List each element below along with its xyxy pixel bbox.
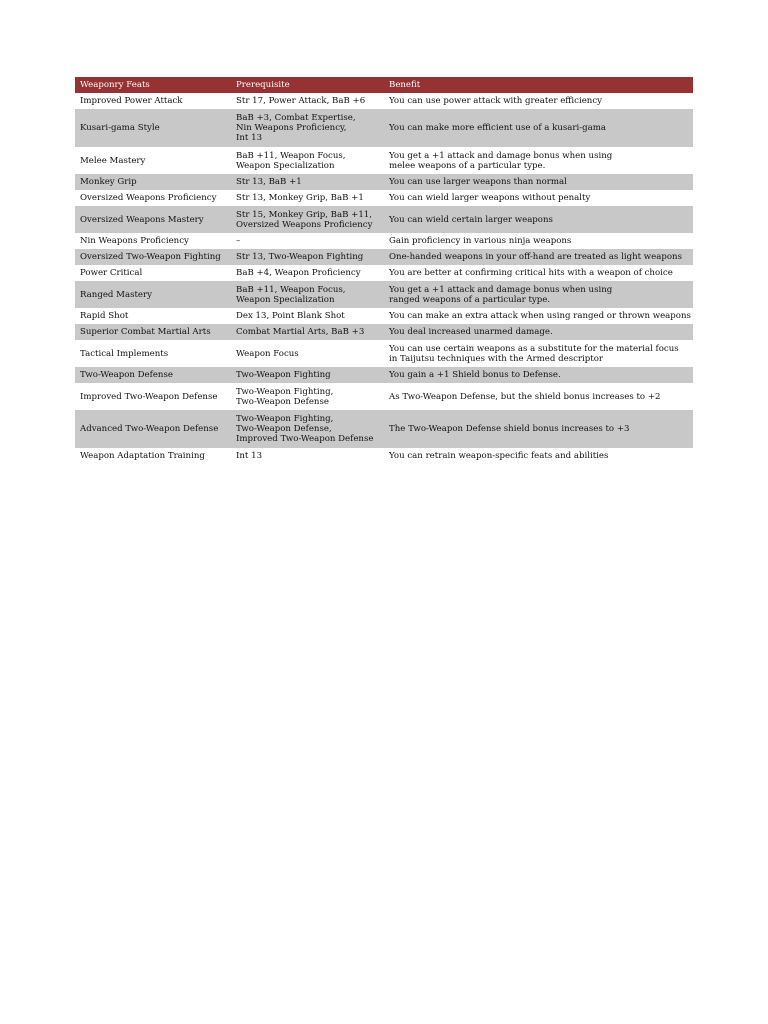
prerequisite-cell [231,410,384,448]
benefit-line: As Two-Weapon Defense, but the shield bonus increases to +2 [389,391,661,402]
benefit-cell [384,448,693,464]
prerequisite-line: Two-Weapon Fighting [236,370,331,380]
benefit-cell [384,383,693,410]
prerequisite-line: Str 17, Power Attack, BaB +6 [236,96,366,106]
table-row [75,190,693,206]
benefit-cell [384,324,693,340]
prerequisite-cell [231,93,384,109]
feat-name-cell: Weapon Adaptation Training [80,451,205,461]
header-row [75,77,693,93]
prerequisite-cell [231,265,384,281]
prerequisite-line: Two-Weapon Defense [236,396,329,407]
feat-name-cell: Oversized Weapons Proficiency [80,193,217,203]
feat-name-cell: Tactical Implements [80,348,169,359]
benefit-cell [384,281,693,308]
benefit-cell [384,147,693,174]
header-weaponry-feats: Weaponry Feats [75,77,231,93]
feat-name-cell: Superior Combat Martial Arts [75,324,231,340]
benefit-cell [384,109,693,147]
prerequisite-cell [231,281,384,308]
table-row [75,147,693,174]
benefit-line: Gain proficiency in various ninja weapons [389,236,572,246]
feat-name-cell: Melee Mastery [80,155,146,166]
feat-name-cell: Oversized Two-Weapon Fighting [75,249,231,265]
prerequisite-line: BaB +11, Weapon Focus, [236,284,346,295]
table-row [75,174,693,190]
benefit-line: You get a +1 attack and damage bonus when using [389,284,613,295]
benefit-line: You can wield larger weapons without penalty [389,193,591,203]
prerequisite-line: BaB +4, Weapon Proficiency [236,268,361,278]
benefit-cell [384,174,693,190]
prerequisite-cell [231,174,384,190]
prerequisite-line: Improved Two-Weapon Defense [236,434,374,444]
prerequisite-line: Weapon Specialization [236,160,335,171]
feat-name-cell: Improved Power Attack [80,96,183,106]
table-row [75,93,693,109]
feat-name-cell: Ranged Mastery [75,281,231,308]
feat-name-cell: Power Critical [80,268,143,278]
benefit-line: You can retrain weapon-specific feats and abilities [389,451,609,461]
header-prerequisite: Prerequisite [231,77,384,93]
prerequisite-line: Dex 13, Point Blank Shot [236,311,345,321]
prerequisite-cell [231,190,384,206]
benefit-line: in Taijutsu techniques with the Armed descriptor [389,353,604,364]
benefit-cell [384,249,693,265]
prerequisite-line: Two-Weapon Fighting, [236,386,334,397]
weaponry-feats-table [75,77,693,464]
prerequisite-cell [231,324,384,340]
table-header [75,77,693,93]
feat-name-cell: Rapid Shot [80,311,129,321]
table-row [75,249,693,265]
prerequisite-line: Weapon Focus [236,348,299,359]
benefit-line: You are better at confirming critical hits with a weapon of choice [389,268,673,278]
benefit-line: ranged weapons of a particular type. [389,294,551,305]
table-body [75,93,693,464]
benefit-cell [384,308,693,324]
prerequisite-cell [231,340,384,367]
prerequisite-line: Str 13, Monkey Grip, BaB +1 [236,193,364,203]
benefit-line: You gain a +1 Shield bonus to Defense. [389,370,561,380]
prerequisite-line: Weapon Specialization [236,294,335,305]
prerequisite-cell [231,308,384,324]
prerequisite-line: Nin Weapons Proficiency, [236,123,347,133]
table-row [75,448,693,464]
benefit-cell [384,340,693,367]
benefit-line: You can make more efficient use of a kusari-gama [389,123,607,133]
table-row [75,233,693,249]
prerequisite-cell [231,448,384,464]
prerequisite-line: Combat Martial Arts, BaB +3 [236,327,365,337]
benefit-line: You get a +1 attack and damage bonus when using [389,150,613,161]
benefit-line: You can use larger weapons than normal [389,177,567,187]
benefit-line: You deal increased unarmed damage. [389,327,553,337]
prerequisite-line: Two-Weapon Fighting, [236,414,334,424]
feat-name-cell: Oversized Weapons Mastery [75,206,231,233]
table-row [75,281,693,308]
feat-name-cell: Monkey Grip [75,174,231,190]
prerequisite-line: – [236,236,241,246]
table-row [75,340,693,367]
benefit-line: You can wield certain larger weapons [389,214,553,225]
prerequisite-cell [231,367,384,383]
feat-name-cell: Two-Weapon Defense [75,367,231,383]
feat-name-cell: Improved Two-Weapon Defense [80,391,218,402]
prerequisite-line: Int 13 [236,133,263,143]
table-row [75,308,693,324]
benefit-cell [384,190,693,206]
table-row [75,109,693,147]
header-benefit: Benefit [384,77,693,93]
prerequisite-line: Oversized Weapons Proficiency [236,219,373,230]
prerequisite-cell [231,383,384,410]
benefit-line: One-handed weapons in your off-hand are treated as light weapons [389,252,682,262]
feat-name-cell: Kusari-gama Style [75,109,231,147]
prerequisite-cell [231,233,384,249]
benefit-line: You can make an extra attack when using ranged or thrown weapons [389,311,691,321]
table-row [75,324,693,340]
prerequisite-cell [231,249,384,265]
prerequisite-line: Str 13, Two-Weapon Fighting [236,252,364,262]
table-row [75,410,693,448]
benefit-cell [384,93,693,109]
benefit-cell [384,410,693,448]
prerequisite-cell [231,147,384,174]
prerequisite-line: Str 15, Monkey Grip, BaB +11, [236,209,373,220]
prerequisite-line: BaB +3, Combat Expertise, [236,113,356,123]
prerequisite-cell [231,109,384,147]
prerequisite-line: Two-Weapon Defense, [236,424,332,434]
benefit-line: You can use certain weapons as a substitute for the material focus [389,343,679,354]
feat-name-cell: Advanced Two-Weapon Defense [75,410,231,448]
benefit-line: You can use power attack with greater efficiency [389,96,603,106]
benefit-line: The Two-Weapon Defense shield bonus increases to +3 [389,424,630,434]
feat-name-cell: Nin Weapons Proficiency [80,236,189,246]
benefit-cell [384,233,693,249]
prerequisite-line: Str 13, BaB +1 [236,177,302,187]
table-row [75,206,693,233]
benefit-cell [384,206,693,233]
table-row [75,383,693,410]
prerequisite-line: Int 13 [236,451,263,461]
table-row [75,367,693,383]
table-row [75,265,693,281]
prerequisite-line: BaB +11, Weapon Focus, [236,150,346,161]
benefit-cell [384,367,693,383]
prerequisite-cell [231,206,384,233]
benefit-line: melee weapons of a particular type. [389,160,546,171]
benefit-cell [384,265,693,281]
